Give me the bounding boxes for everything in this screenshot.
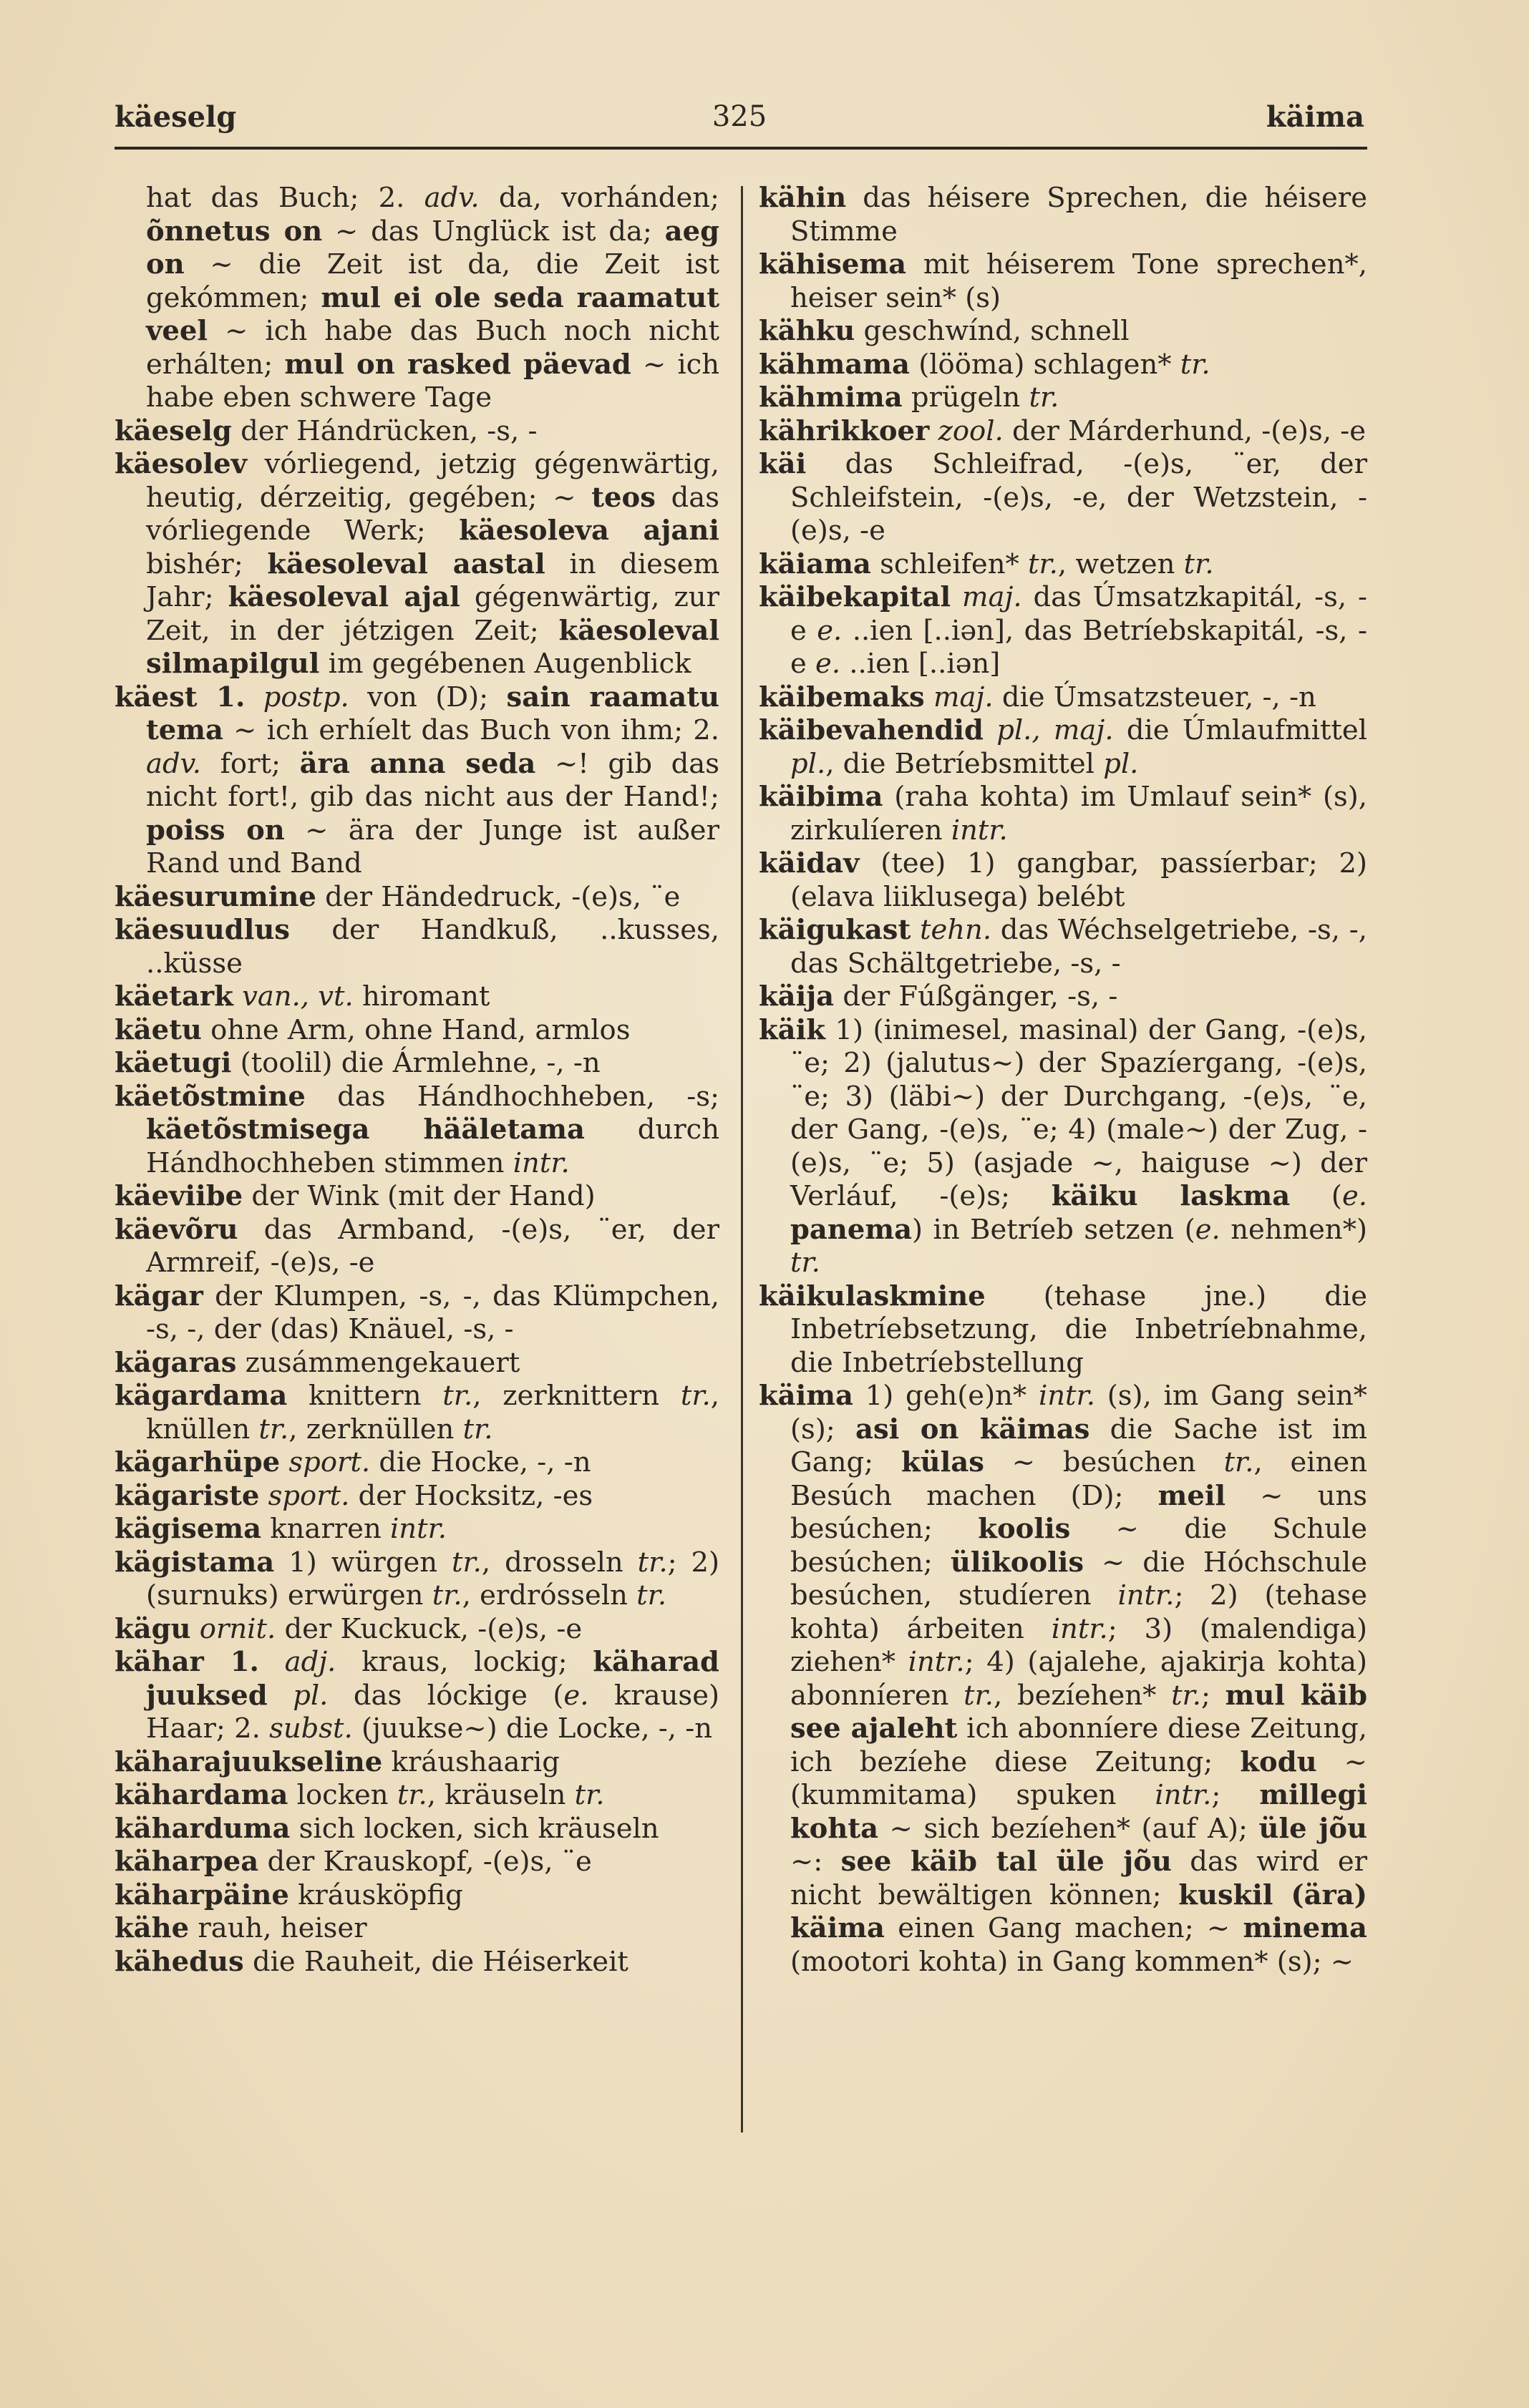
dictionary-entry: kähmama (lööma) schlagen* tr.: [759, 348, 1210, 381]
dictionary-entry: käeselg der Hándrücken, -s, -: [115, 414, 538, 447]
dictionary-entry: käidav (tee) 1) gangbar, passíerbar; 2) (elava liiklusega) belébt: [759, 847, 1367, 913]
dictionary-entry: käharajuukseline kráushaarig: [115, 1745, 560, 1778]
dictionary-entry: käharpea der Krauskopf, -(e)s, ¨e: [115, 1846, 592, 1878]
dictionary-entry: kägisema knarren intr.: [115, 1513, 447, 1545]
dictionary-entry: kägardama knittern tr., zerknittern tr., knüllen tr., zerknüllen tr.: [115, 1380, 719, 1446]
dictionary-entry: käija der Fúßgänger, -s, -: [759, 980, 1118, 1013]
dictionary-entry: käetu ohne Arm, ohne Hand, armlos: [115, 1013, 631, 1046]
page-header: [115, 100, 1364, 143]
right-guide-word: käima: [1266, 100, 1364, 134]
dictionary-entry: kähisema mit héiserem Tone sprechen*, heiser sein* (s): [759, 248, 1367, 314]
dictionary-entry: käibekapital maj. das Úmsatzkapitál, -s, -e e. ..ien [..iən], das Betríebskapitál, -s, -e e. ..ien [..iən]: [759, 581, 1367, 680]
dictionary-entry: kähin das héisere Sprechen, die héisere Stimme: [759, 182, 1367, 248]
dictionary-entry: käesurumine der Händedruck, -(e)s, ¨e: [115, 880, 681, 913]
dictionary-entry: käharpäine kráusköpfig: [115, 1878, 463, 1911]
dictionary-entry: käikulaskmine (tehase jne.) die Inbetríebsetzung, die Inbetríebnahme, die Inbetríebstellung: [759, 1279, 1367, 1379]
dictionary-entry: kägaras zusámmengekauert: [115, 1346, 520, 1379]
dictionary-entry: kährikkoer zool. der Márderhund, -(e)s, -e: [759, 414, 1367, 447]
dictionary-entry: kägarhüpe sport. die Hocke, -, -n: [115, 1446, 591, 1478]
dictionary-entry: kähardama locken tr., kräuseln tr.: [115, 1779, 605, 1811]
dictionary-entry: käetõstmine das Hándhochheben, -s; käetõstmisega hääletama durch Hándhochheben stimmen intr.: [115, 1080, 719, 1179]
dictionary-entry: käiama schleifen* tr., wetzen tr.: [759, 547, 1214, 580]
page-number: 325: [712, 100, 767, 133]
dictionary-entry: kägar der Klumpen, -s, -, das Klümpchen, -s, -, der (das) Knäuel, -s, -: [115, 1279, 719, 1345]
dictionary-entry: kähku geschwínd, schnell: [759, 315, 1130, 347]
dictionary-entry: kähe rauh, heiser: [115, 1912, 367, 1944]
dictionary-entry: käima 1) geh(e)n* intr. (s), im Gang sein* (s); asi on käimas die Sache ist im Gang; külas ~ besúchen tr., einen Besúch machen (D); meil ~ uns besúchen; koolis ~ die Schule besúchen; ülikoolis ~ die Hóchschule besúchen, studíeren intr.; 2) (tehase kohta) árbeiten intr.; 3) (malendiga) ziehen* intr.; 4) (ajalehe, ajakirja kohta) abonníeren tr., bezíehen* tr.; mul käib see ajaleht ich abonníere diese Zeitung, ich bezíehe diese Zeitung; kodu ~ (kummitama) spuken intr.; millegi kohta ~ sich bezíehen* (auf A); üle jõu ~: see käib tal üle jõu das wird er nicht bewältigen können; kuskil (ära) käima einen Gang machen; ~ minema (mootori kohta) in Gang kommen* (s); ~: [759, 1380, 1368, 1978]
dictionary-entry: käetark van., vt. hiromant: [115, 980, 490, 1013]
dictionary-entry: kähar 1. adj. kraus, lockig; käharad juuksed pl. das lóckige (e. krause) Haar; 2. subst. (juukse~) die Locke, -, -n: [115, 1646, 719, 1745]
dictionary-entry: käharduma sich locken, sich kräuseln: [115, 1812, 659, 1845]
dictionary-entry: käevõru das Armband, -(e)s, ¨er, der Armreif, -(e)s, -e: [115, 1213, 719, 1279]
column-divider: [741, 186, 743, 2132]
dictionary-entry: käibemaks maj. die Úmsatzsteuer, -, -n: [759, 681, 1316, 713]
dictionary-entry: kähedus die Rauheit, die Héiserkeit: [115, 1945, 628, 1978]
dictionary-entry: käesolev vórliegend, jetzig gégenwärtig, heutig, dérzeitig, gegében; ~ teos das vórliegende Werk; käesoleva ajani bishér; käesoleval aastal in diesem Jahr; käesoleval ajal gégenwärtig, zur Zeit, in der jétzigen Zeit; käesoleval silmapilgul im gegébenen Augenblick: [115, 448, 719, 680]
dictionary-entry: käibevahendid pl., maj. die Úmlaufmittel pl., die Betríebsmittel pl.: [759, 714, 1367, 780]
dictionary-entry: käik 1) (inimesel, masinal) der Gang, -(e)s, ¨e; 2) (jalutus~) der Spazíergang, -(e)s, ¨e; 3) (läbi~) der Durchgang, -(e)s, ¨e, der Gang, -(e)s, ¨e; 4) (male~) der Zug, -(e)s, ¨e; 5) (asjade ~, haiguse ~) der Verláuf, -(e)s; käiku laskma (e. panema) in Betríeb setzen (e. nehmen*) tr.: [759, 1013, 1367, 1279]
left-column: [115, 182, 719, 1979]
dictionary-entry: käetugi (toolil) die Ármlehne, -, -n: [115, 1047, 601, 1079]
header-rule: [115, 147, 1367, 150]
dictionary-entry: käeviibe der Wink (mit der Hand): [115, 1180, 596, 1212]
dictionary-entry: kähmima prügeln tr.: [759, 381, 1059, 414]
dictionary-entry: käibima (raha kohta) im Umlauf sein* (s), zirkulíeren intr.: [759, 781, 1367, 847]
dictionary-entry: kägariste sport. der Hocksitz, -es: [115, 1479, 593, 1512]
dictionary-entry: kägistama 1) würgen tr., drosseln tr.; 2) (surnuks) erwürgen tr., erdrósseln tr.: [115, 1546, 719, 1612]
dictionary-entry: kägu ornit. der Kuckuck, -(e)s, -e: [115, 1612, 583, 1645]
dictionary-entry: käesuudlus der Handkuß, ..kusses, ..küsse: [115, 914, 719, 980]
left-guide-word: käeselg: [115, 100, 237, 134]
dictionary-entry: hat das Buch; 2. adv. da, vorhánden; õnnetus on ~ das Unglück ist da; aeg on ~ die Zeit ist da, die Zeit ist gekómmen; mul ei ole seda raamatut veel ~ ich habe das Buch noch nicht erhálten; mul on rasked päevad ~ ich habe eben schwere Tage: [146, 182, 720, 414]
dictionary-entry: käest 1. postp. von (D); sain raamatu tema ~ ich erhíelt das Buch von ihm; 2. adv. fort; ära anna seda ~! gib das nicht fort!, gib das nicht aus der Hand!; poiss on ~ ära der Junge ist außer Rand und Band: [115, 681, 720, 879]
right-column: [759, 182, 1367, 1979]
dictionary-entry: käi das Schleifrad, -(e)s, ¨er, der Schleifstein, -(e)s, -e, der Wetzstein, -(e)s, -e: [759, 448, 1367, 547]
dictionary-entry: käigukast tehn. das Wéchselgetriebe, -s, -, das Schältgetriebe, -s, -: [759, 914, 1367, 980]
